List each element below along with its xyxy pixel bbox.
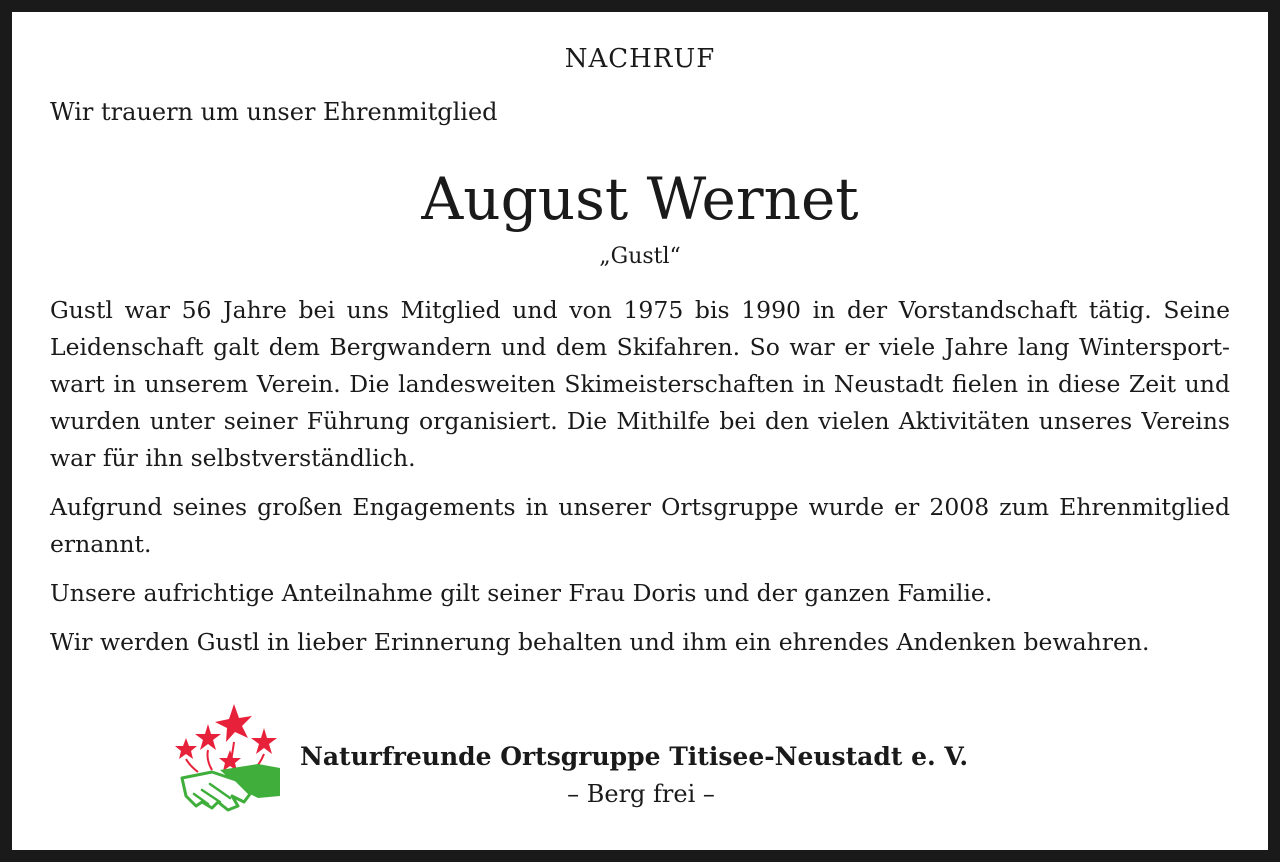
body-paragraph-honorary: Aufgrund seines großen Engagements in unserer Ortsgruppe wurde er 2008 zum Ehrenmitglied ernannt. [50,493,1230,558]
organization-signature [172,698,1012,818]
body-paragraph-remembrance: Wir werden Gustl in lieber Erinnerung behalten und ihm ein ehrendes Andenken bewahren. [50,628,1150,656]
obituary-notice [12,12,1268,850]
body-paragraph-condolence: Unsere aufrichtige Anteilnahme gilt seiner Frau Doris und der ganzen Familie. [50,579,993,607]
notice-body [50,292,1230,673]
naturfreunde-logo-icon [172,698,284,818]
organization-motto: – Berg frei – [567,780,715,808]
deceased-nickname: „Gustl“ [599,244,681,269]
notice-intro: Wir trauern um unser Ehrenmitglied [50,98,498,126]
body-paragraph-membership: Gustl war 56 Jahre bei uns Mitglied und von 1975 bis 1990 in der Vorstandschaft tätig. Seine Leidenschaft galt dem Bergwandern und dem Skifahren. So war er viele Jahre lang Wintersportwart in unserem Verein. Die landesweiten Skimeisterschaften in Neustadt fielen in diese Zeit und wurden unter seiner Führung organisiert. Die Mithilfe bei den vielen Aktivitäten unseres Vereins war für ihn selbstverständlich. [50,296,1230,472]
organization-name: Naturfreunde Ortsgruppe Titisee-Neustadt e. V. [300,742,969,771]
deceased-name: August Wernet [421,165,859,233]
notice-heading: NACHRUF [564,44,716,74]
